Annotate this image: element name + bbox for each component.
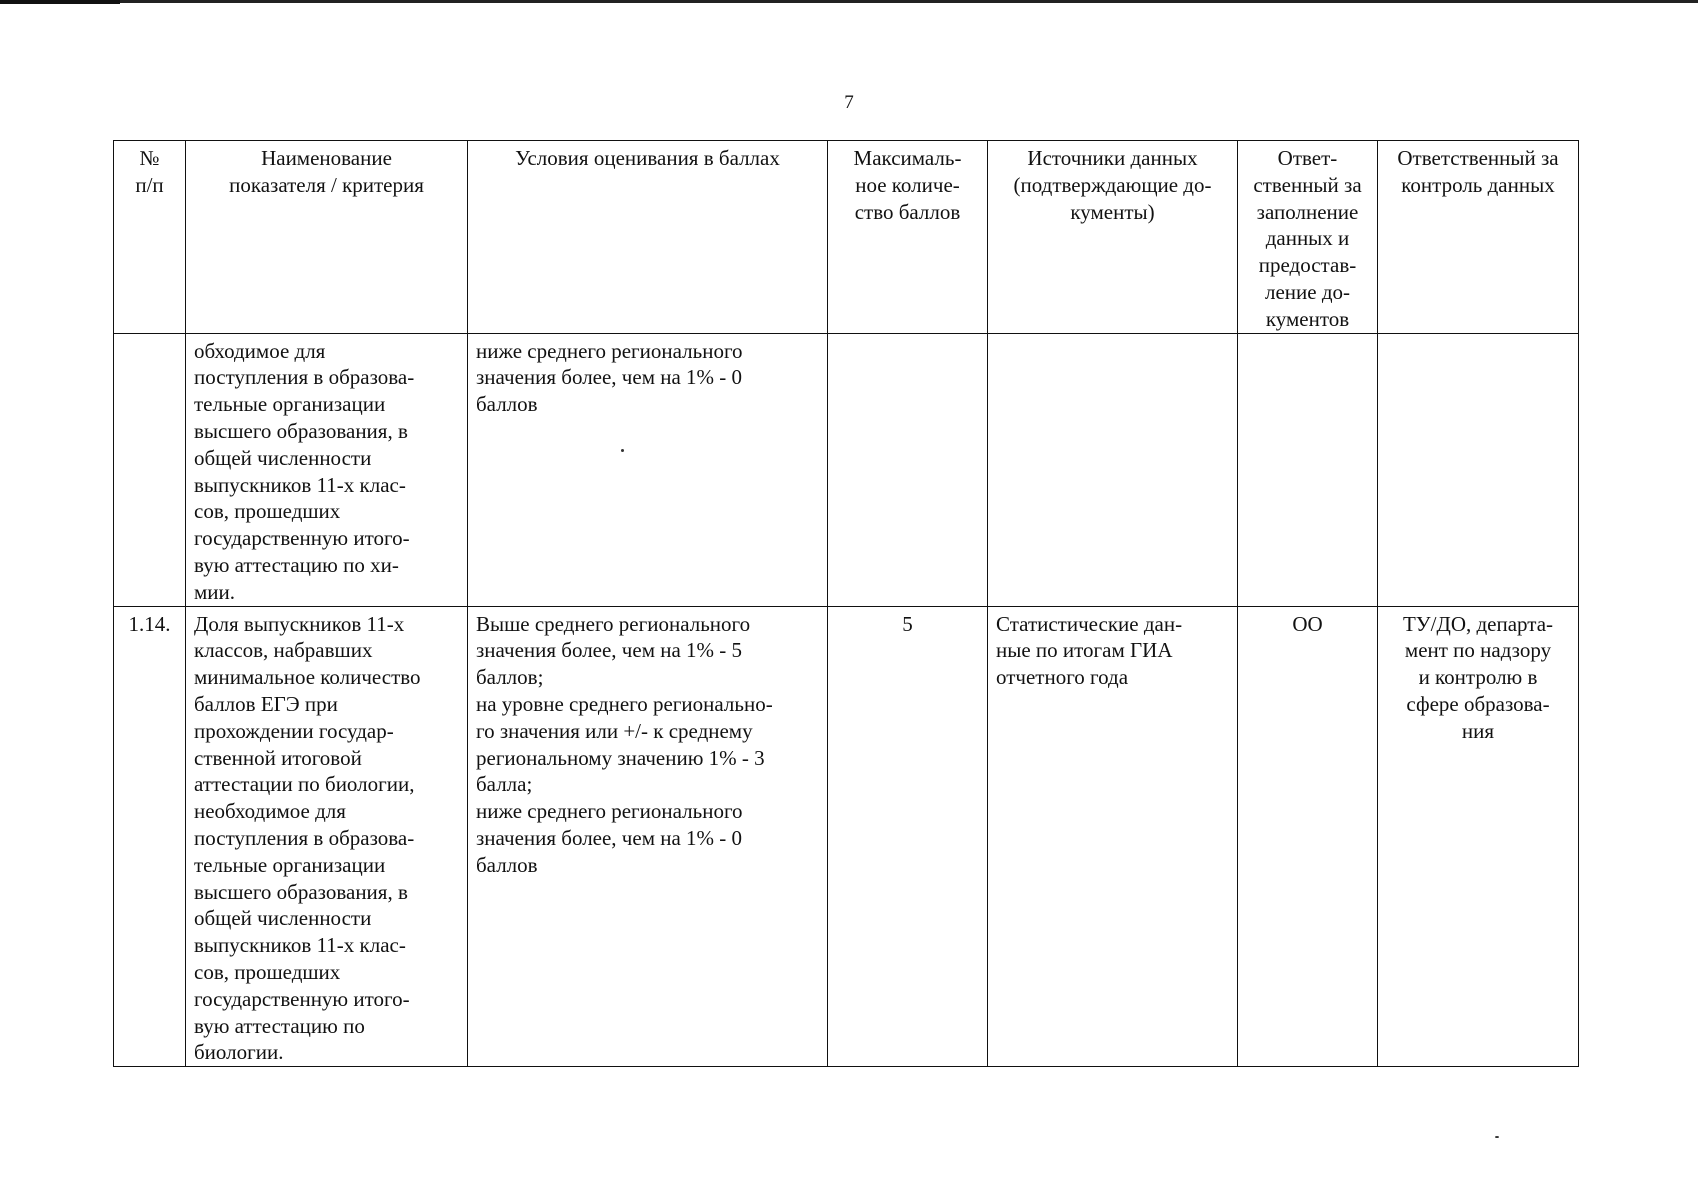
- header-number: № п/п: [114, 141, 186, 334]
- row-responsible-control: ТУ/ДО, департа- мент по надзору и контролю в сфере образова- ния: [1378, 606, 1579, 1067]
- row-conditions: Выше среднего регионального значения более, чем на 1% - 5 баллов; на уровне среднего регионально- го значения или +/- к среднему региональному значению 1% - 3 балла; ниже среднего регионального значения более, чем на 1% - 0 баллов: [468, 606, 828, 1067]
- page-number: 7: [844, 92, 854, 113]
- row-max-points: 5: [828, 606, 988, 1067]
- row-criterion: Доля выпускников 11-х классов, набравших минимальное количество баллов ЕГЭ при прохождении государ- ственной итоговой аттестации по биологии, необходимое для поступления в образова- тельные организации высшего образования, в общей численности выпускников 11-х клас- сов, прошедших государственную итого- вую аттестацию по биологии.: [186, 606, 468, 1067]
- header-max-points: Максималь- ное количе- ство баллов: [828, 141, 988, 334]
- row-max-points: [828, 333, 988, 606]
- scan-top-border-mark: [0, 0, 120, 4]
- header-responsible-control: Ответственный за контроль данных: [1378, 141, 1579, 334]
- scan-speck: [621, 449, 624, 452]
- row-sources: Статистические дан- ные по итогам ГИА отчетного года: [988, 606, 1238, 1067]
- header-criterion: Наименование показателя / критерия: [186, 141, 468, 334]
- scan-speck: [1495, 1136, 1499, 1138]
- table-row: [114, 606, 1579, 1067]
- row-responsible-control: [1378, 333, 1579, 606]
- row-sources: [988, 333, 1238, 606]
- row-number: 1.14.: [114, 606, 186, 1067]
- row-criterion: обходимое для поступления в образова- тельные организации высшего образования, в общей численности выпускников 11-х клас- сов, прошедших государственную итого- вую аттестацию по хи- мии.: [186, 333, 468, 606]
- row-number: [114, 333, 186, 606]
- scan-top-border: [0, 0, 1698, 3]
- table-row: [114, 333, 1579, 606]
- header-conditions: Условия оценивания в баллах: [468, 141, 828, 334]
- header-sources: Источники данных (подтверждающие до- кументы): [988, 141, 1238, 334]
- criteria-table: [113, 140, 1579, 1067]
- header-responsible-fill: Ответ- ственный за заполнение данных и предостав- ление до- кументов: [1238, 141, 1378, 334]
- row-conditions: ниже среднего регионального значения более, чем на 1% - 0 баллов: [468, 333, 828, 606]
- table-header-row: [114, 141, 1579, 334]
- row-responsible-fill: [1238, 333, 1378, 606]
- row-responsible-fill: ОО: [1238, 606, 1378, 1067]
